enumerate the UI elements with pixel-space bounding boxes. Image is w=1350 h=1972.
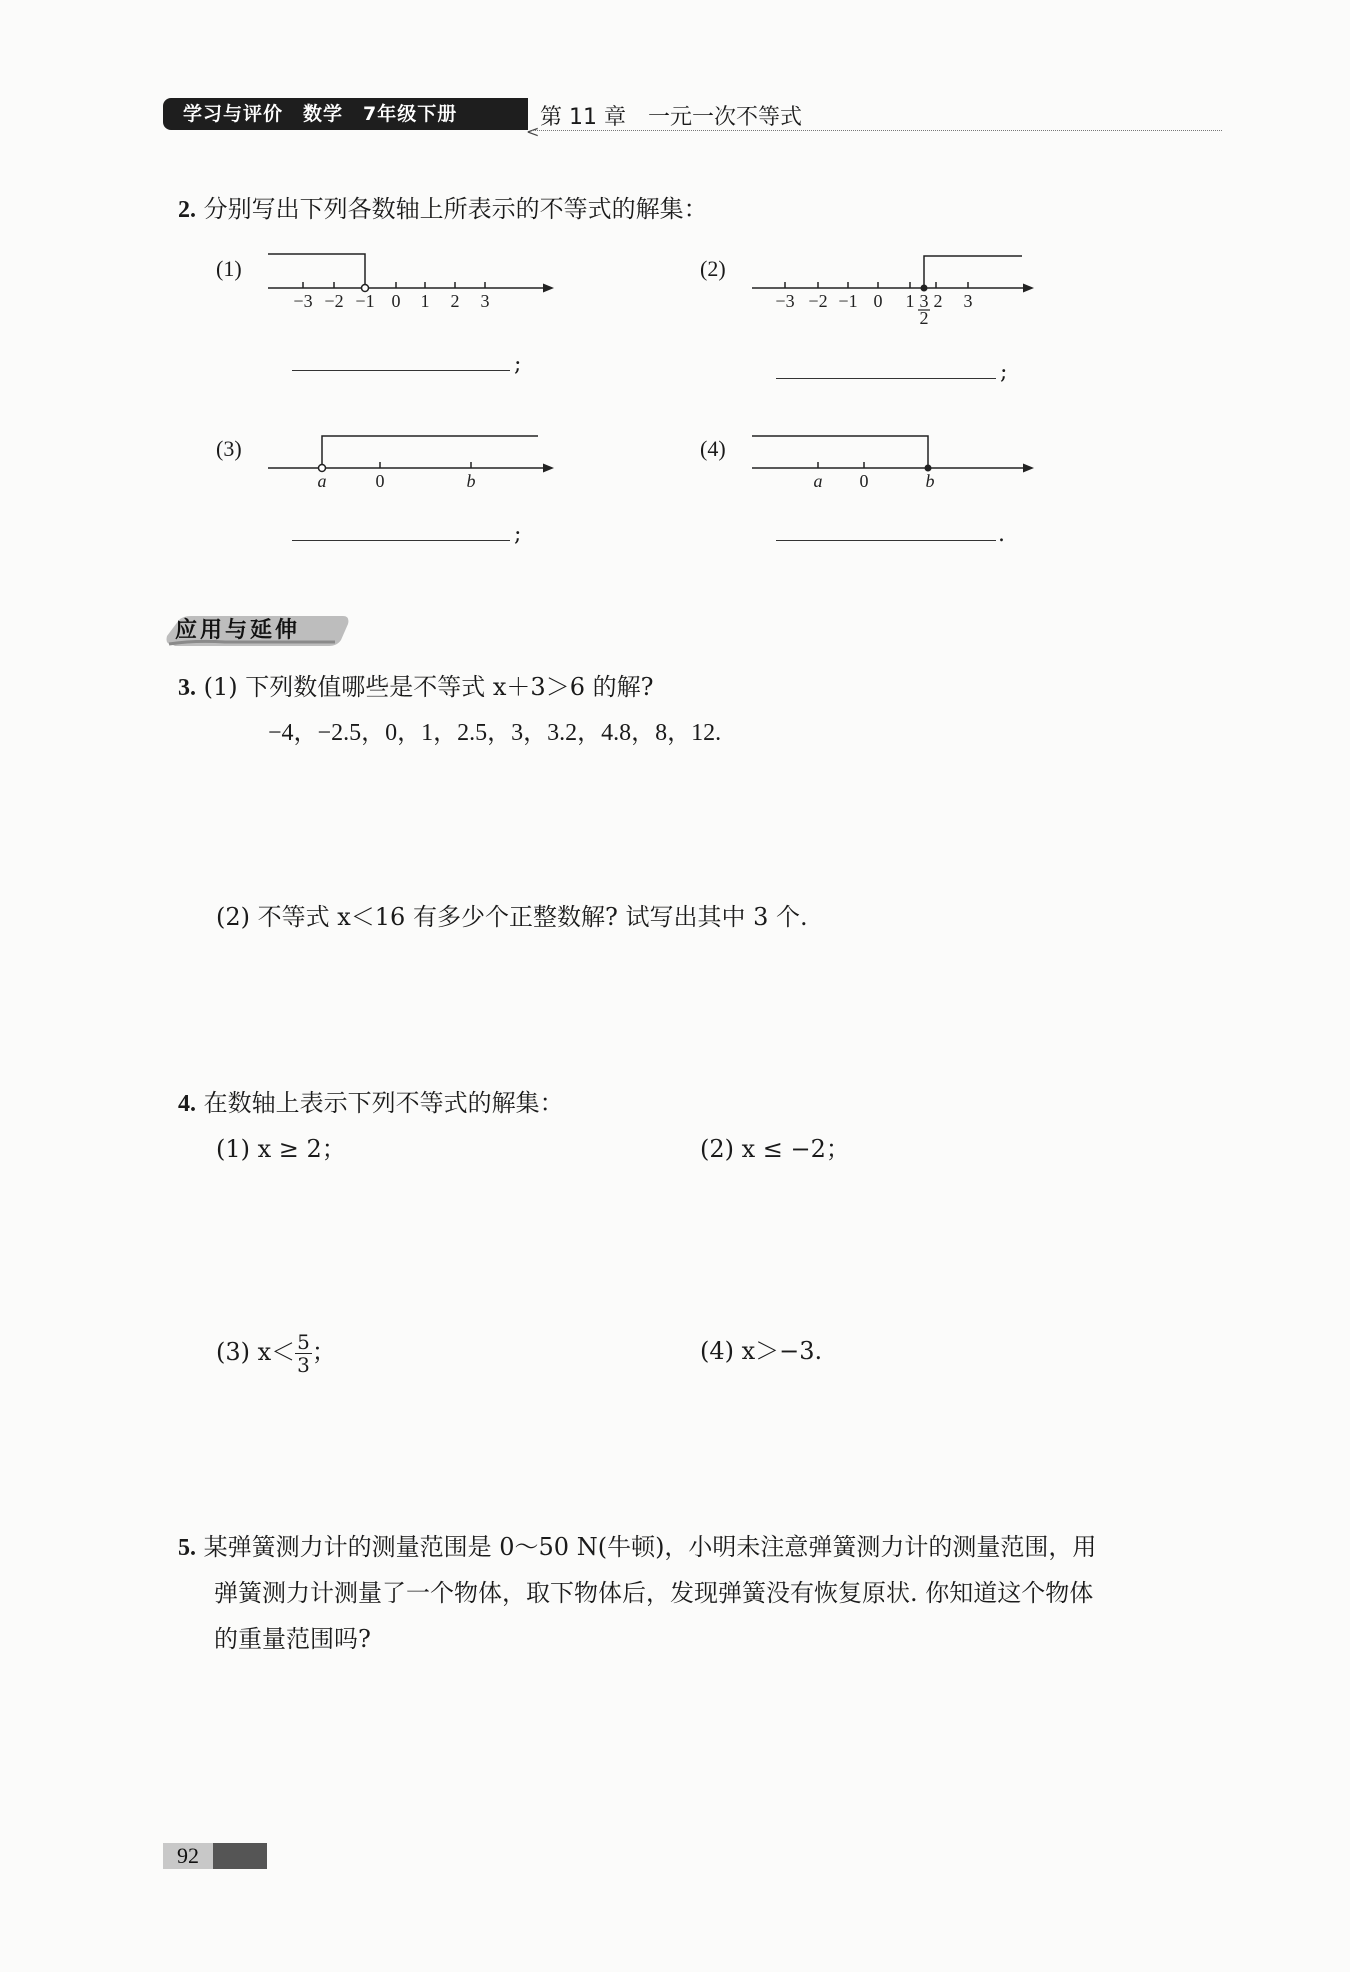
tick-label: 1	[905, 291, 915, 311]
q5-line1: 5. 某弹簧测力计的测量范围是 0～50 N(牛顿)，小明未注意弹簧测力计的测量范围，用	[178, 1533, 1097, 1561]
number-line-3	[262, 428, 562, 488]
q2-text: 分别写出下列各数轴上所表示的不等式的解集：	[203, 195, 708, 223]
q2-part3-label: (3)	[216, 436, 242, 461]
q5-text-1: 某弹簧测力计的测量范围是 0～50 N(牛顿)，小明未注意弹簧测力计的测量范围，用	[203, 1533, 1097, 1561]
tick-label: 3	[963, 291, 973, 311]
q2-part4-label: (4)	[700, 436, 726, 461]
q2-part1-label: (1)	[216, 256, 242, 281]
tick-label: −3	[293, 291, 313, 308]
q2-prompt: 2. 分别写出下列各数轴上所表示的不等式的解集：	[178, 195, 708, 223]
number-line-2	[748, 248, 1048, 328]
tick-label: 3	[919, 291, 929, 311]
q3-part1: 3. (1) 下列数值哪些是不等式 x＋3＞6 的解?	[178, 673, 654, 701]
tick-label: b	[925, 471, 935, 488]
page-number-badge	[163, 1843, 267, 1869]
tick-label: 1	[420, 291, 430, 308]
tick-label: −1	[355, 291, 375, 308]
fraction-denominator: 2	[919, 308, 929, 328]
section-badge	[165, 614, 350, 648]
section-title: 应用与延伸	[175, 618, 301, 643]
q2-part4-answer-blank[interactable]	[776, 540, 996, 541]
book-title: 学习与评价 数学 7年级下册	[183, 103, 458, 125]
tick-label: 0	[859, 471, 869, 488]
tick-label: 2	[450, 291, 460, 308]
punct: ;	[1000, 360, 1008, 385]
chapter-heading	[540, 100, 824, 131]
chapter-number: 第 11 章	[540, 105, 626, 130]
chapter-title: 一元一次不等式	[647, 105, 802, 130]
number-line-1	[262, 248, 562, 308]
q4-part3: (3) x＜ $\frac{5}{3}$ ；	[216, 1330, 336, 1377]
tick-label: 0	[873, 291, 883, 311]
tick-label: −2	[808, 291, 828, 311]
tick-label: −3	[775, 291, 795, 311]
tick-label: 0	[391, 291, 401, 308]
punct: ;	[514, 352, 522, 377]
q5-line2: 弹簧测力计测量了一个物体，取下物体后，发现弹簧没有恢复原状. 你知道这个物体	[214, 1579, 1094, 1607]
q4-part4: (4) x＞−3.	[700, 1337, 823, 1365]
book-title-band	[163, 98, 528, 130]
q2-part2-answer-blank[interactable]	[776, 378, 996, 379]
punct: .	[998, 522, 1005, 547]
q4-text: 在数轴上表示下列不等式的解集：	[203, 1089, 564, 1117]
q3-part2: (2) 不等式 x＜16 有多少个正整数解? 试写出其中 3 个.	[216, 903, 808, 931]
tick-label: b	[466, 471, 476, 488]
page-number: 92	[163, 1843, 213, 1869]
q3-part1-text: (1) 下列数值哪些是不等式 x＋3＞6 的解?	[203, 673, 654, 701]
tick-label: 3	[480, 291, 490, 308]
q2-part3-answer-blank[interactable]	[292, 540, 510, 541]
q4-part2: (2) x ≤ −2；	[700, 1135, 850, 1163]
header-arrow-icon: <	[526, 122, 540, 141]
q2-part2-label: (2)	[700, 256, 726, 281]
header-rule	[532, 130, 1222, 131]
q4-prompt: 4. 在数轴上表示下列不等式的解集：	[178, 1089, 564, 1117]
tick-label: 0	[375, 471, 385, 488]
tick-label: 2	[933, 291, 943, 311]
q5-line3: 的重量范围吗?	[214, 1625, 371, 1653]
q4-part1: (1) x ≥ 2；	[216, 1135, 346, 1163]
tick-label: a	[813, 471, 823, 488]
tick-label: a	[317, 471, 327, 488]
tick-label: −2	[324, 291, 344, 308]
number-line-4	[748, 428, 1048, 488]
q3-values: −4，−2.5，0，1，2.5，3，3.2，4.8，8，12.	[268, 720, 722, 746]
punct: ;	[514, 522, 522, 547]
q2-part1-answer-blank[interactable]	[292, 370, 510, 371]
tick-label: −1	[838, 291, 858, 311]
fraction: $\frac{5}{3}$	[297, 1330, 310, 1377]
